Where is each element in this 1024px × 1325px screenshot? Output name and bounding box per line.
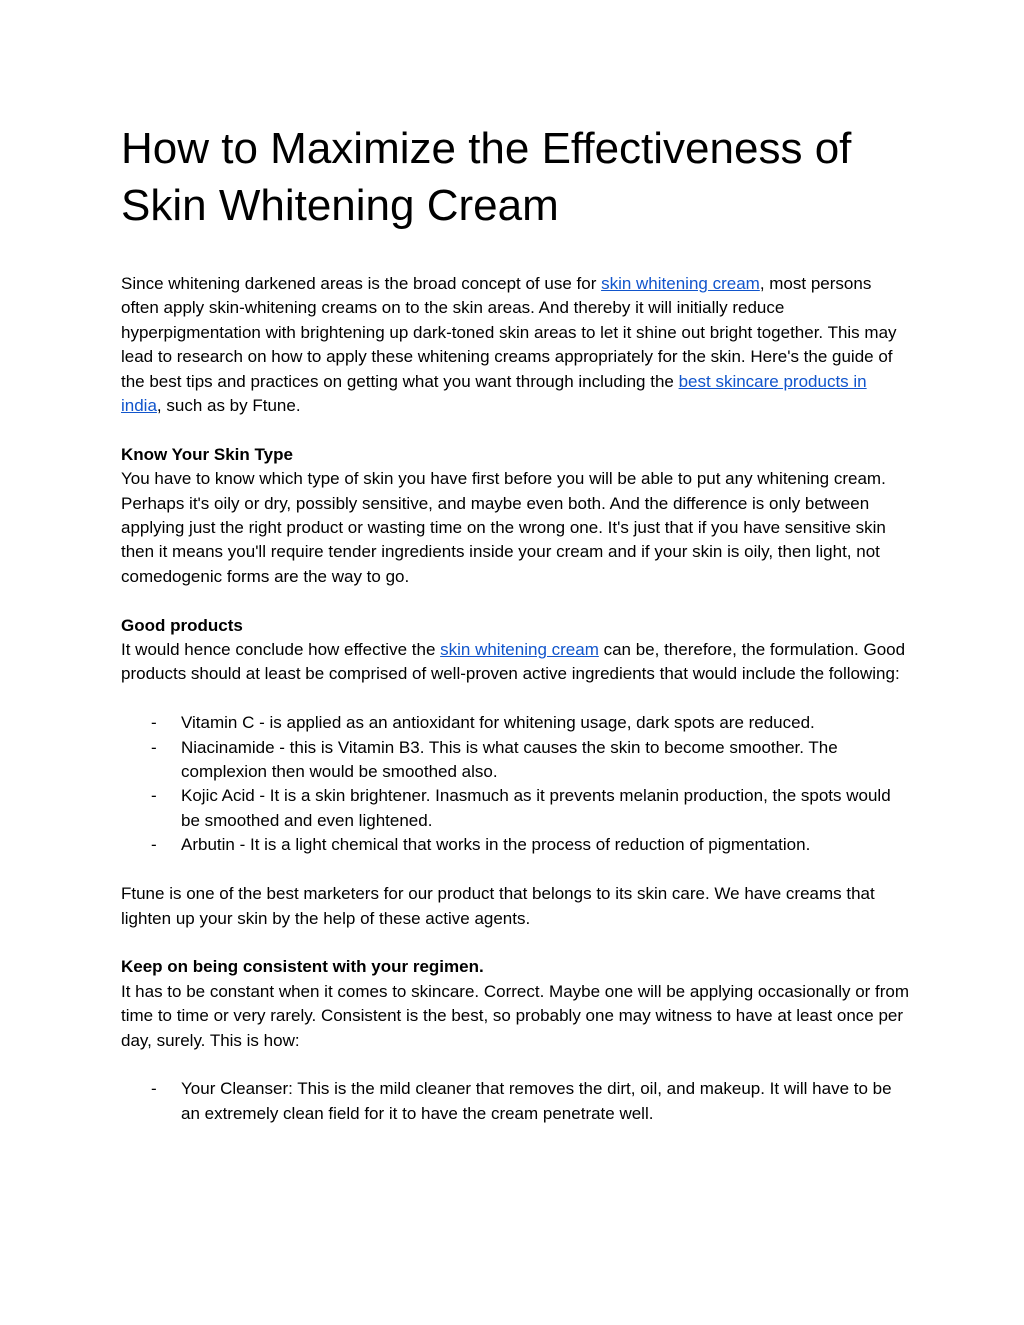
good-products-text-2: can be, therefore, the formulation. Good products should at least be comprised of well-proven active ingredients that would include the following:	[121, 640, 906, 684]
list-item-text: Niacinamide - this is Vitamin B3. This is what causes the skin to become smoother. The complexion then would be smoothed also.	[181, 737, 838, 782]
list-item-text: Your Cleanser: This is the mild cleaner that removes the dirt, oil, and makeup. It will have to be an extremely clean field for it to have the cream penetrate well.	[181, 1079, 892, 1123]
good-products-section	[121, 614, 911, 687]
consistency-body: It has to be constant when it comes to skincare. Correct. Maybe one will be applying occasionally or from time to time or very rarely. Consistent is the best, so probably one may witness to have at least once per day, surely. This is how:	[121, 981, 910, 1050]
dash-bullet: -	[151, 1079, 157, 1099]
skin-whitening-cream-link[interactable]: skin whitening cream	[601, 274, 760, 293]
document-page	[121, 120, 911, 1151]
consistency-heading: Keep on being consistent with your regimen.	[121, 957, 484, 977]
list-item-text: Arbutin - It is a light chemical that works in the process of reduction of pigmentation.	[181, 835, 811, 855]
list-item	[121, 833, 911, 857]
dash-bullet: -	[151, 713, 157, 733]
dash-bullet: -	[151, 737, 157, 757]
dash-bullet: -	[151, 835, 157, 855]
skin-type-body: You have to know which type of skin you have first before you will be able to put any whitening cream. Perhaps it's oily or dry, possibly sensitive, and maybe even both. And the difference is only between applying just the right product or wasting time on the wrong one. It's just that if you have sensitive skin then it means you'll require tender ingredients inside your cream and if your skin is oily, then light, not comedogenic forms are the way to go.	[121, 469, 886, 586]
list-item	[121, 736, 911, 785]
regimen-list	[121, 1077, 911, 1126]
intro-text-2: , most persons often apply skin-whitening creams on to the skin areas. And thereby it will initially reduce hyperpigmentation with brightening up dark-toned skin areas to let it shine out bright together. This may lead to research on how to apply these whitening creams appropriately for the skin. Here's the guide of the best tips and practices on getting what you want through including the	[121, 274, 897, 391]
consistency-section	[121, 955, 911, 1053]
intro-text-1: Since whitening darkened areas is the broad concept of use for	[121, 274, 602, 293]
list-item	[121, 711, 911, 735]
ingredients-list	[121, 711, 911, 857]
list-item	[121, 784, 911, 833]
dash-bullet: -	[151, 786, 157, 806]
ftune-paragraph: Ftune is one of the best marketers for our product that belongs to its skin care. We have creams that lighten up your skin by the help of these active agents.	[121, 884, 875, 928]
list-item-text: Kojic Acid - It is a skin brightener. Inasmuch as it prevents melanin production, the spots would be smoothed and even lightened.	[181, 786, 891, 830]
skin-whitening-cream-link-2[interactable]: skin whitening cream	[440, 640, 599, 660]
skin-type-heading: Know Your Skin Type	[121, 444, 293, 464]
intro-paragraph	[121, 272, 911, 418]
good-products-text-1: It would hence conclude how effective the	[121, 640, 441, 660]
page-title: How to Maximize the Effectiveness of Skin Whitening Cream	[121, 124, 852, 230]
list-item	[121, 1077, 911, 1126]
skin-type-section	[121, 443, 911, 589]
good-products-heading: Good products	[121, 615, 243, 635]
list-item-text: Vitamin C - is applied as an antioxidant for whitening usage, dark spots are reduced.	[181, 713, 815, 733]
intro-text-3: , such as by Ftune.	[156, 396, 301, 416]
best-skincare-products-link[interactable]: best skincare products in india	[121, 371, 867, 416]
